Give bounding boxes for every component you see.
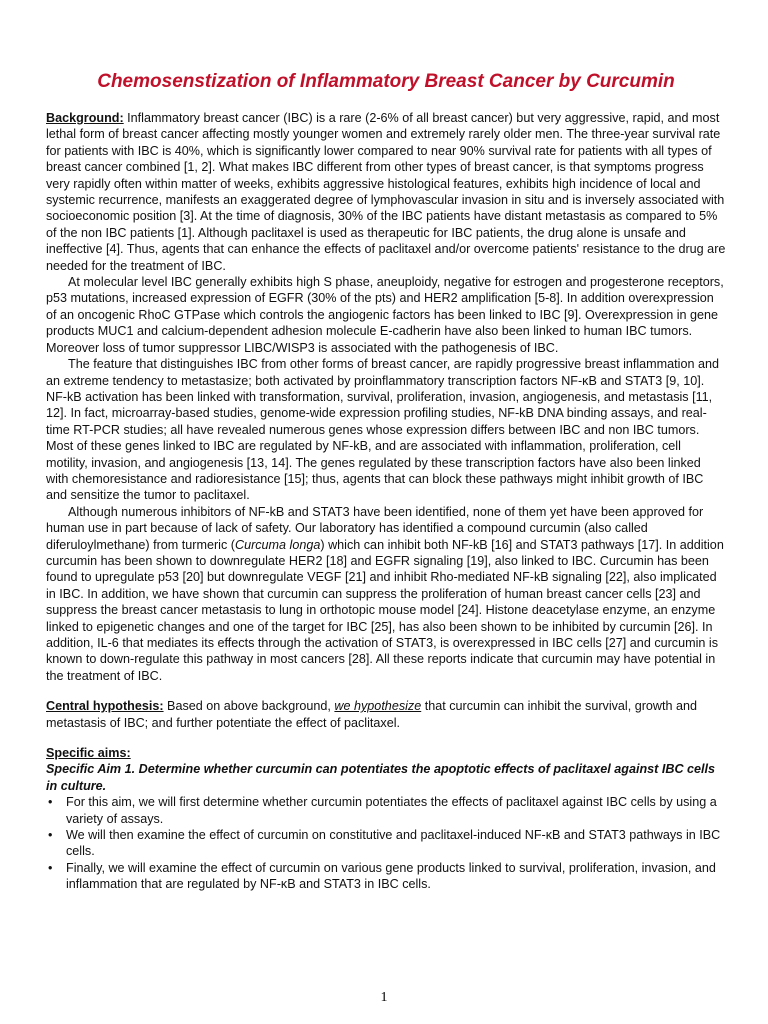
species-name: Curcuma longa (234, 537, 321, 552)
hypothesis-heading: Central hypothesis: (46, 699, 164, 714)
background-paragraph-2: At molecular level IBC generally exhibits high S phase, aneuploidy, negative for estrogen and progesterone receptors, p53 mutations, increased expression of EGFR (30% of the pts) and HER2 amplification [5-8]. In addition overexpression of an oncogenic RhoC GTPase which controls the angiogenic factors has been linked to IBC [9]. Overexpression in gene products MUC1 and calcium-dependent adhesion molecule E-cadherin have also been linked to human IBC tumors. Moreover loss of tumor suppressor LIBC/WISP3 is associated with the pathogenesis of IBC. (46, 275, 724, 355)
bullet-icon: • (48, 828, 53, 843)
aims-heading: Specific aims: (46, 746, 131, 761)
hypothesis-paragraph (46, 698, 726, 731)
hypothesis-text-a: Based on above background, (163, 699, 335, 714)
bullet-icon: • (48, 860, 53, 875)
list-item (48, 794, 726, 827)
page-number: 1 (380, 990, 388, 1005)
hypothesis-text-b: that curcumin can inhibit the survival, growth and metastasis of IBC; and further potentiate the effect of paclitaxel. (46, 699, 698, 730)
bullet-icon: • (48, 795, 53, 810)
list-item-text: For this aim, we will first determine whether curcumin potentiates the effects of paclitaxel against IBC cells by using a variety of assays. (66, 795, 717, 826)
background-text-1: Inflammatory breast cancer (IBC) is a rare (2-6% of all breast cancer) but very aggressive, rapid, and most lethal form of breast cancer affecting mostly younger women and extremely rarely older men. The three-year survival rate for patients with IBC is 40%, which is significantly lower compared to near 90% survival rate for patients with all types of breast cancer combined [1, 2]. What makes IBC different from other types of breast cancer, is that symptoms progress very rapidly often within matter of weeks, exhibits aggressive histological features, exhibits high incidence of local and systemic recurrence, manifests an exaggerated degree of lymphovascular invasion in situ and is inversely associated with socioeconomic position [3]. At the time of diagnosis, 30% of the IBC patients have distant metastasis as compared to 5% of the non IBC patients [1]. Although paclitaxel is used as therapeutic for IBC patients, the drug alone is unsafe and ineffective [4]. Thus, agents that can enhance the effects of paclitaxel and/or overcome patients' resistance to the drug are needed for the treatment of IBC. (46, 111, 726, 273)
background-paragraph-1 (46, 110, 726, 274)
background-paragraph-3: The feature that distinguishes IBC from other forms of breast cancer, are rapidly progressive breast inflammation and an extreme tendency to metastasize; both activated by proinflammatory transcription factors NF-κB and STAT3 [9, 10]. NF-kB activation has been linked with transformation, survival, proliferation, invasion, angiogenesis, and metastasis [11, 12]. In fact, microarray-based studies, genome-wide expression profiling studies, NF-kB DNA binding assays, and real-time RT-PCR studies; all have revealed numerous genes whose expression differs between IBC and non IBC tumors. Most of these genes linked to IBC are regulated by NF-kB, and are associated with inflammation, proliferation, cell motility, invasion, and angiogenesis [13, 14]. The genes regulated by these transcription factors have also been linked with chemoresistance and radioresistance [15]; thus, agents that can block these pathways might inhibit growth of IBC and sensitize the tumor to paclitaxel. (46, 357, 719, 503)
background-text-4a: Although numerous inhibitors of NF-kB and STAT3 have been identified, none of them yet have been approved for human use in part because of lack of safety. Our laboratory has identified a compound curcumin (also called diferuloylmethane) from turmeric ( (46, 504, 704, 552)
hypothesis-emphasis: we hypothesize (334, 699, 422, 714)
document-page (46, 64, 726, 893)
list-item-text: We will then examine the effect of curcumin on constitutive and paclitaxel-induced NF-κB and STAT3 pathways in IBC cells. (66, 828, 721, 859)
list-item (48, 860, 726, 893)
specific-aim-1: Specific Aim 1. Determine whether curcumin can potentiates the apoptotic effects of paclitaxel against IBC cells in culture. (46, 762, 716, 793)
background-heading: Background: (46, 111, 124, 125)
background-text-4b: ) which can inhibit both NF-kB [16] and STAT3 pathways [17]. In addition curcumin has been shown to downregulate HER2 [18] and EGFR signaling [19], also linked to IBC. Curcumin has been found to upregulate p53 [20] but downregulate VEGF [21] and inhibit Rho-mediated NF-kB signaling [22], also implicated in IBC. In addition, we have shown that curcumin can suppress the proliferation of human breast cancer cells [23] and suppress the breast cancer metastasis to lung in orthotopic mouse model [24]. Histone deacetylase enzyme, an enzyme linked to epigenetic changes and one of the target for IBC [25], has also been shown to be inhibited by curcumin [26]. In addition, IL-6 that mediates its effects through the activation of STAT3, is overexpressed in IBC cells [27] and curcumin is known to down-regulate this pathway in most cancers [28]. All these reports indicate that curcumin may have potential in the treatment of IBC. (46, 537, 724, 683)
background-paragraph-4 (46, 504, 726, 684)
list-item (48, 827, 726, 860)
aim-1-bullet-list (46, 794, 726, 892)
list-item-text: Finally, we will examine the effect of curcumin on various gene products linked to survival, proliferation, invasion, and inflammation that are regulated by NF-κB and STAT3 in IBC cells. (66, 860, 716, 892)
document-title: Chemosenstization of Inflammatory Breast Cancer by Curcumin (97, 71, 675, 92)
